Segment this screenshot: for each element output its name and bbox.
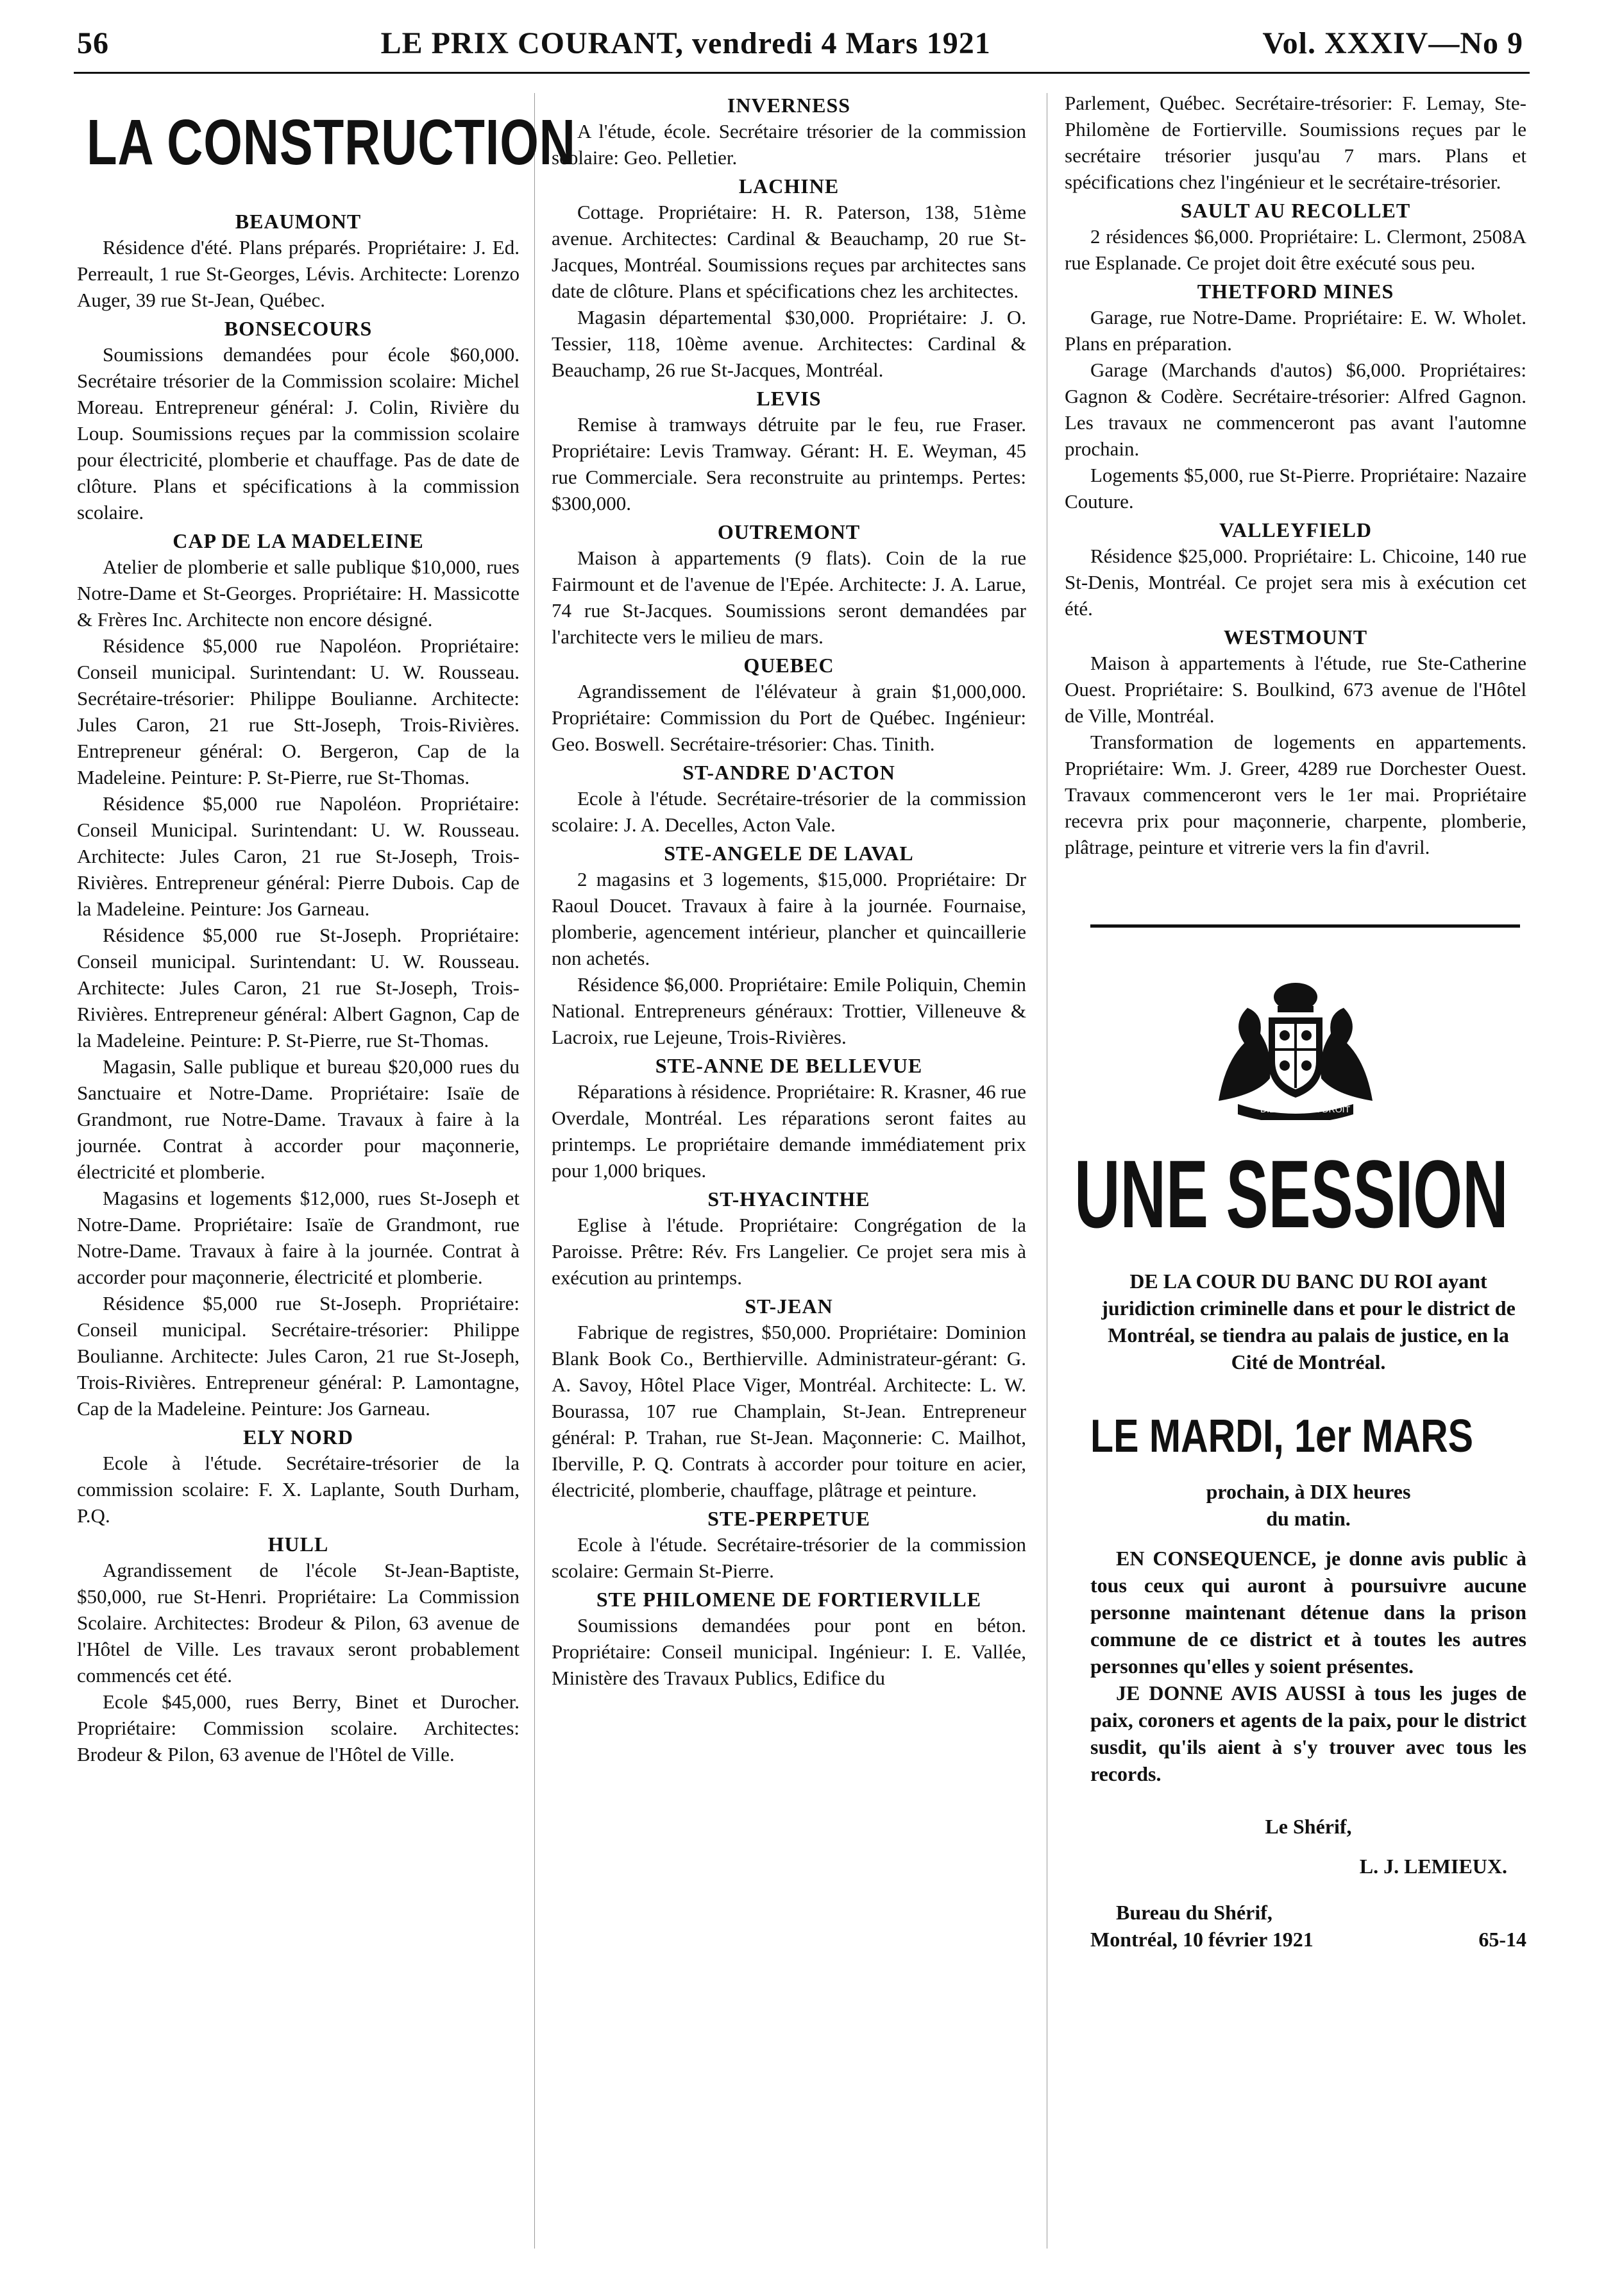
construction-entry: Eglise à l'étude. Propriétaire: Congrégation de la Paroisse. Prêtre: Rév. Frs Langelier. Ce projet sera mis à exécution au printemps.	[552, 1214, 1026, 1289]
construction-entry: Résidence $5,000 rue Napoléon. Propriétaire: Conseil municipal. Surintendant: U. W. Rousseau. Secrétaire-trésorier: Philippe Boulianne. Architecte: Jules Caron, 21 rue Stt-Joseph, Trois-Rivières. Entrepreneur général: O. Bergeron, Cap de la Madeleine. Peinture: P. St-Pierre, rue St-Thomas.	[77, 634, 520, 788]
construction-entry: Fabrique de registres, $50,000. Propriétaire: Dominion Blank Book Co., Berthierville. Administrateur-gérant: G. A. Savoy, Hôtel Place Viger, Montréal. Architecte: L. W. Bourassa, 107 rue Champlain, St-Jean. Entrepreneur général: P. Trahan, rue St-Jean. Maçonnerie: C. Mailhot, Iberville, P. Q. Contrats à accorder pour toiture en acier, électricité, plomberie, chauffage, plâtrage et peinture.	[552, 1321, 1026, 1501]
construction-entry: Résidence d'été. Plans préparés. Propriétaire: J. Ed. Perreault, 1 rue St-Georges, Lévis. Architecte: Lorenzo Auger, 39 rue St-Jean, Québec.	[77, 236, 520, 311]
location-heading: BONSECOURS	[224, 317, 373, 340]
signature-name: L. J. LEMIEUX.	[1359, 1855, 1507, 1878]
location-heading: QUEBEC	[743, 654, 834, 677]
location-heading: CAP DE LA MADELEINE	[173, 529, 424, 552]
avis-text: JE DONNE AVIS AUSSI à tous les juges de paix, coroners et agents de la paix, pour le district susdit, qu'ils aient à s'y trouver avec tous les records.	[1090, 1681, 1526, 1785]
volume-number: Vol. XXXIV—No 9	[1262, 26, 1523, 60]
construction-entry: Agrandissement de l'école St-Jean-Baptiste, $50,000, rue St-Henri. Propriétaire: La Commission Scolaire. Architectes: Brodeur & Pilon, 63 avenue de l'Hôtel de Ville. Les travaux seront probablement commencés cet été.	[77, 1559, 520, 1687]
location-heading: ELY NORD	[243, 1425, 353, 1449]
construction-entry: Ecole à l'étude. Secrétaire-trésorier de la commission scolaire: F. X. Laplante, South Durham, P.Q.	[77, 1452, 520, 1527]
construction-entry: Résidence $25,000. Propriétaire: L. Chicoine, 140 rue St-Denis, Montréal. Ce projet sera mis à exécution cet été.	[1065, 545, 1526, 620]
construction-entry: Résidence $5,000 rue Napoléon. Propriétaire: Conseil Municipal. Surintendant: U. W. Rousseau. Architecte: Jules Caron, 21 rue St-Joseph, Trois-Rivières. Entrepreneur général: Pierre Dubois. Cap de la Madeleine. Peinture: Jos Garneau.	[77, 792, 520, 920]
location-heading: STE-ANNE DE BELLEVUE	[655, 1054, 923, 1077]
signature-label: Le Shérif,	[1265, 1815, 1352, 1838]
location-heading: LACHINE	[738, 174, 840, 198]
location-heading: VALLEYFIELD	[1219, 518, 1373, 541]
construction-entry: Magasin départemental $30,000. Propriétaire: J. O. Tessier, 118, 10ème avenue. Architectes: Cardinal & Beauchamp, 26 rue St-Jacques, Montréal.	[552, 306, 1026, 381]
court-text: DE LA COUR DU BANC DU ROI ayant juridiction criminelle dans et pour le district de Montréal, se tiendra au palais de justice, en la Cité de Montréal.	[1101, 1270, 1516, 1373]
construction-entry: Cottage. Propriétaire: H. R. Paterson, 138, 51ème avenue. Architectes: Cardinal & Beauchamp, 20 rue St-Jacques, Montréal. Soumissions reçues par architectes sans date de clôture. Plans et spécifications chez les architectes.	[552, 201, 1026, 302]
construction-entry: Parlement, Québec. Secrétaire-trésorier: F. Lemay, Ste-Philomène de Fortierville. Soumissions reçues par le secrétaire trésorier jusqu'au 7 mars. Plans et spécifications chez l'ingénieur et le secrétaire-trésorier.	[1065, 92, 1526, 193]
notice-headline: UNE SESSION	[1074, 1140, 1508, 1248]
column-2-body	[552, 92, 1026, 1691]
location-heading: STE PHILOMENE DE FORTIERVILLE	[596, 1588, 982, 1611]
construction-entry: A l'étude, école. Secrétaire trésorier de la commission scolaire: Geo. Pelletier.	[552, 120, 1026, 169]
location-heading: OUTREMONT	[717, 520, 861, 543]
crest-motto-left: DIEU ET	[1260, 1104, 1296, 1114]
construction-entry: Garage, rue Notre-Dame. Propriétaire: E. W. Wholet. Plans en préparation.	[1065, 306, 1526, 355]
location-heading: INVERNESS	[727, 94, 851, 117]
location-heading: STE-PERPETUE	[707, 1507, 870, 1530]
location-heading: ST-JEAN	[745, 1295, 833, 1318]
consequence-text: EN CONSEQUENCE, je donne avis public à tous ceux qui auront à poursuivre aucune personne maintenant détenue dans la prison commune de ce district et à toutes les autres personnes qu'elles y soient présentes.	[1090, 1547, 1526, 1678]
construction-entry: Remise à tramways détruite par le feu, rue Fraser. Propriétaire: Levis Tramway. Gérant: H. E. Weyman, 45 rue Commerciale. Sera reconstruite au printemps. Pertes: $300,000.	[552, 413, 1026, 514]
construction-entry: Soumissions demandées pour pont en béton. Propriétaire: Conseil municipal. Ingénieur: I. E. Vallée, Ministère des Travaux Publics, Edifice du	[552, 1614, 1026, 1689]
column-2	[552, 90, 1026, 1691]
construction-entry: 2 magasins et 3 logements, $15,000. Propriétaire: Dr Raoul Doucet. Travaux à faire à la journée. Fournaise, plomberie, agencement intérieur, plancher et quincaillerie non achetés.	[552, 868, 1026, 969]
section-title: LA CONSTRUCTION	[87, 106, 576, 178]
construction-entry: Maison à appartements à l'étude, rue Ste-Catherine Ouest. Propriétaire: S. Boulkind, 673 avenue de l'Hôtel de Ville, Montréal.	[1065, 652, 1526, 727]
construction-entry: Magasin, Salle publique et bureau $20,000 rues du Sanctuaire et Notre-Dame. Propriétaire: Isaïe de Grandmont, rue Notre-Dame. Travaux à faire à la journée. Contrat à accorder pour maçonnerie, électricité et plomberie.	[77, 1055, 520, 1183]
construction-entry: Logements $5,000, rue St-Pierre. Propriétaire: Nazaire Couture.	[1065, 464, 1526, 513]
notice-footer	[1090, 1926, 1526, 1953]
publication-title: LE PRIX COURANT, vendredi 4 Mars 1921	[380, 26, 991, 60]
construction-entry: Soumissions demandées pour école $60,000. Secrétaire trésorier de la Commission scolaire: Michel Moreau. Entrepreneur général: J. Colin, Rivière du Loup. Soumissions reçues par la commission scolaire pour électricité, plomberie et chauffage. Pas de date de clôture. Plans et spécifications à la commission scolaire.	[77, 343, 520, 523]
location-heading: LEVIS	[756, 387, 822, 410]
construction-entry: Agrandissement de l'élévateur à grain $1,000,000. Propriétaire: Commission du Port de Québec. Ingénieur: Geo. Boswell. Secrétaire-trésorier: Chas. Tinith.	[552, 680, 1026, 755]
column-divider	[534, 93, 535, 2249]
column-1-body	[77, 208, 520, 1767]
page-header	[77, 26, 1523, 71]
location-heading: ST-ANDRE D'ACTON	[682, 761, 895, 784]
place-date: Montréal, 10 février 1921	[1090, 1928, 1314, 1951]
page-number: 56	[77, 26, 109, 60]
construction-entry: Transformation de logements en appartements. Propriétaire: Wm. J. Greer, 4289 rue Dorchester Ouest. Travaux commenceront vers le 1er mai. Propriétaire recevra prix pour maçonnerie, charpente, plomberie, plâtrage, peinture et vitrerie vers la fin d'avril.	[1065, 731, 1526, 858]
location-heading: ST-HYACINTHE	[707, 1187, 870, 1211]
location-heading: WESTMOUNT	[1223, 625, 1368, 649]
column-3-body	[1065, 90, 1526, 860]
time-text: prochain, à DIX heures du matin.	[1206, 1480, 1411, 1530]
column-1	[77, 90, 576, 1767]
construction-entry: Résidence $6,000. Propriétaire: Emile Poliquin, Chemin National. Entrepreneurs généraux: Trottier, Villeneuve & Lacroix, rue Lejeune, Trois-Rivières.	[552, 973, 1026, 1048]
construction-entry: Magasins et logements $12,000, rues St-Joseph et Notre-Dame. Propriétaire: Isaïe de Grandmont, rue Notre-Dame. Travaux à faire à la journée. Contrat à accorder pour maçonnerie, électricité et plomberie.	[77, 1187, 520, 1288]
location-heading: STE-ANGELE DE LAVAL	[664, 842, 914, 865]
construction-entry: Maison à appartements (9 flats). Coin de la rue Fairmount et de l'avenue de l'Epée. Architecte: J. A. Larue, 74 rue St-Jacques. Soumissions seront demandées par l'architecte vers le milieu de mars.	[552, 547, 1026, 648]
date-headline: LE MARDI, 1er MARS	[1090, 1411, 1474, 1462]
header-rule	[74, 72, 1530, 74]
location-heading: BEAUMONT	[235, 210, 362, 233]
notice-code: 65-14	[1478, 1928, 1526, 1951]
construction-entry: Ecole à l'étude. Secrétaire-trésorier de la commission scolaire: J. A. Decelles, Acton Vale.	[552, 787, 1026, 836]
construction-entry: Résidence $5,000 rue St-Joseph. Propriétaire: Conseil municipal. Surintendant: U. W. Rousseau. Architecte: Jules Caron, 21 rue St-Joseph, Trois-Rivières. Entrepreneur général: Albert Gagnon, Cap de la Madeleine. Peinture: P. St-Pierre, rue St-Thomas.	[77, 924, 520, 1051]
construction-entry: Ecole $45,000, rues Berry, Binet et Durocher. Propriétaire: Commission scolaire. Architectes: Brodeur & Pilon, 63 avenue de l'Hôtel de Ville.	[77, 1690, 520, 1765]
location-heading: HULL	[267, 1533, 329, 1556]
construction-entry: Réparations à résidence. Propriétaire: R. Krasner, 46 rue Overdale, Montréal. Les réparations seront faites au printemps. Le propriétaire demande immédiatement prix pour 1,000 briques.	[552, 1080, 1026, 1182]
royal-coat-of-arms-icon	[1193, 973, 1398, 1120]
construction-entry: Atelier de plomberie et salle publique $10,000, rues Notre-Dame et St-Georges. Propriétaire: H. Massicotte & Frères Inc. Architecte non encore désigné.	[77, 556, 520, 631]
sheriff-office: Bureau du Shérif,	[1116, 1901, 1272, 1924]
notice-top-rule	[1090, 924, 1520, 928]
crest-motto-right: MON DROIT	[1299, 1104, 1351, 1114]
construction-entry: Garage (Marchands d'autos) $6,000. Propriétaires: Gagnon & Codère. Secrétaire-trésorier: Alfred Gagnon. Les travaux ne commenceront pas avant l'automne prochain.	[1065, 359, 1526, 460]
construction-entry: Ecole à l'étude. Secrétaire-trésorier de la commission scolaire: Germain St-Pierre.	[552, 1533, 1026, 1582]
location-heading: THETFORD MINES	[1197, 280, 1394, 303]
column-3	[1065, 90, 1526, 1953]
construction-entry: Résidence $5,000 rue St-Joseph. Propriétaire: Conseil municipal. Secrétaire-trésorier: Philippe Boulianne. Architecte: Jules Caron, 21 rue St-Joseph, Trois-Rivières. Entrepreneur général: P. Lamontagne, Cap de la Madeleine. Peinture: Jos Garneau.	[77, 1292, 520, 1420]
construction-entry: 2 résidences $6,000. Propriétaire: L. Clermont, 2508A rue Esplanade. Ce projet doit être exécuté sous peu.	[1065, 225, 1526, 274]
location-heading: SAULT AU RECOLLET	[1180, 199, 1411, 222]
